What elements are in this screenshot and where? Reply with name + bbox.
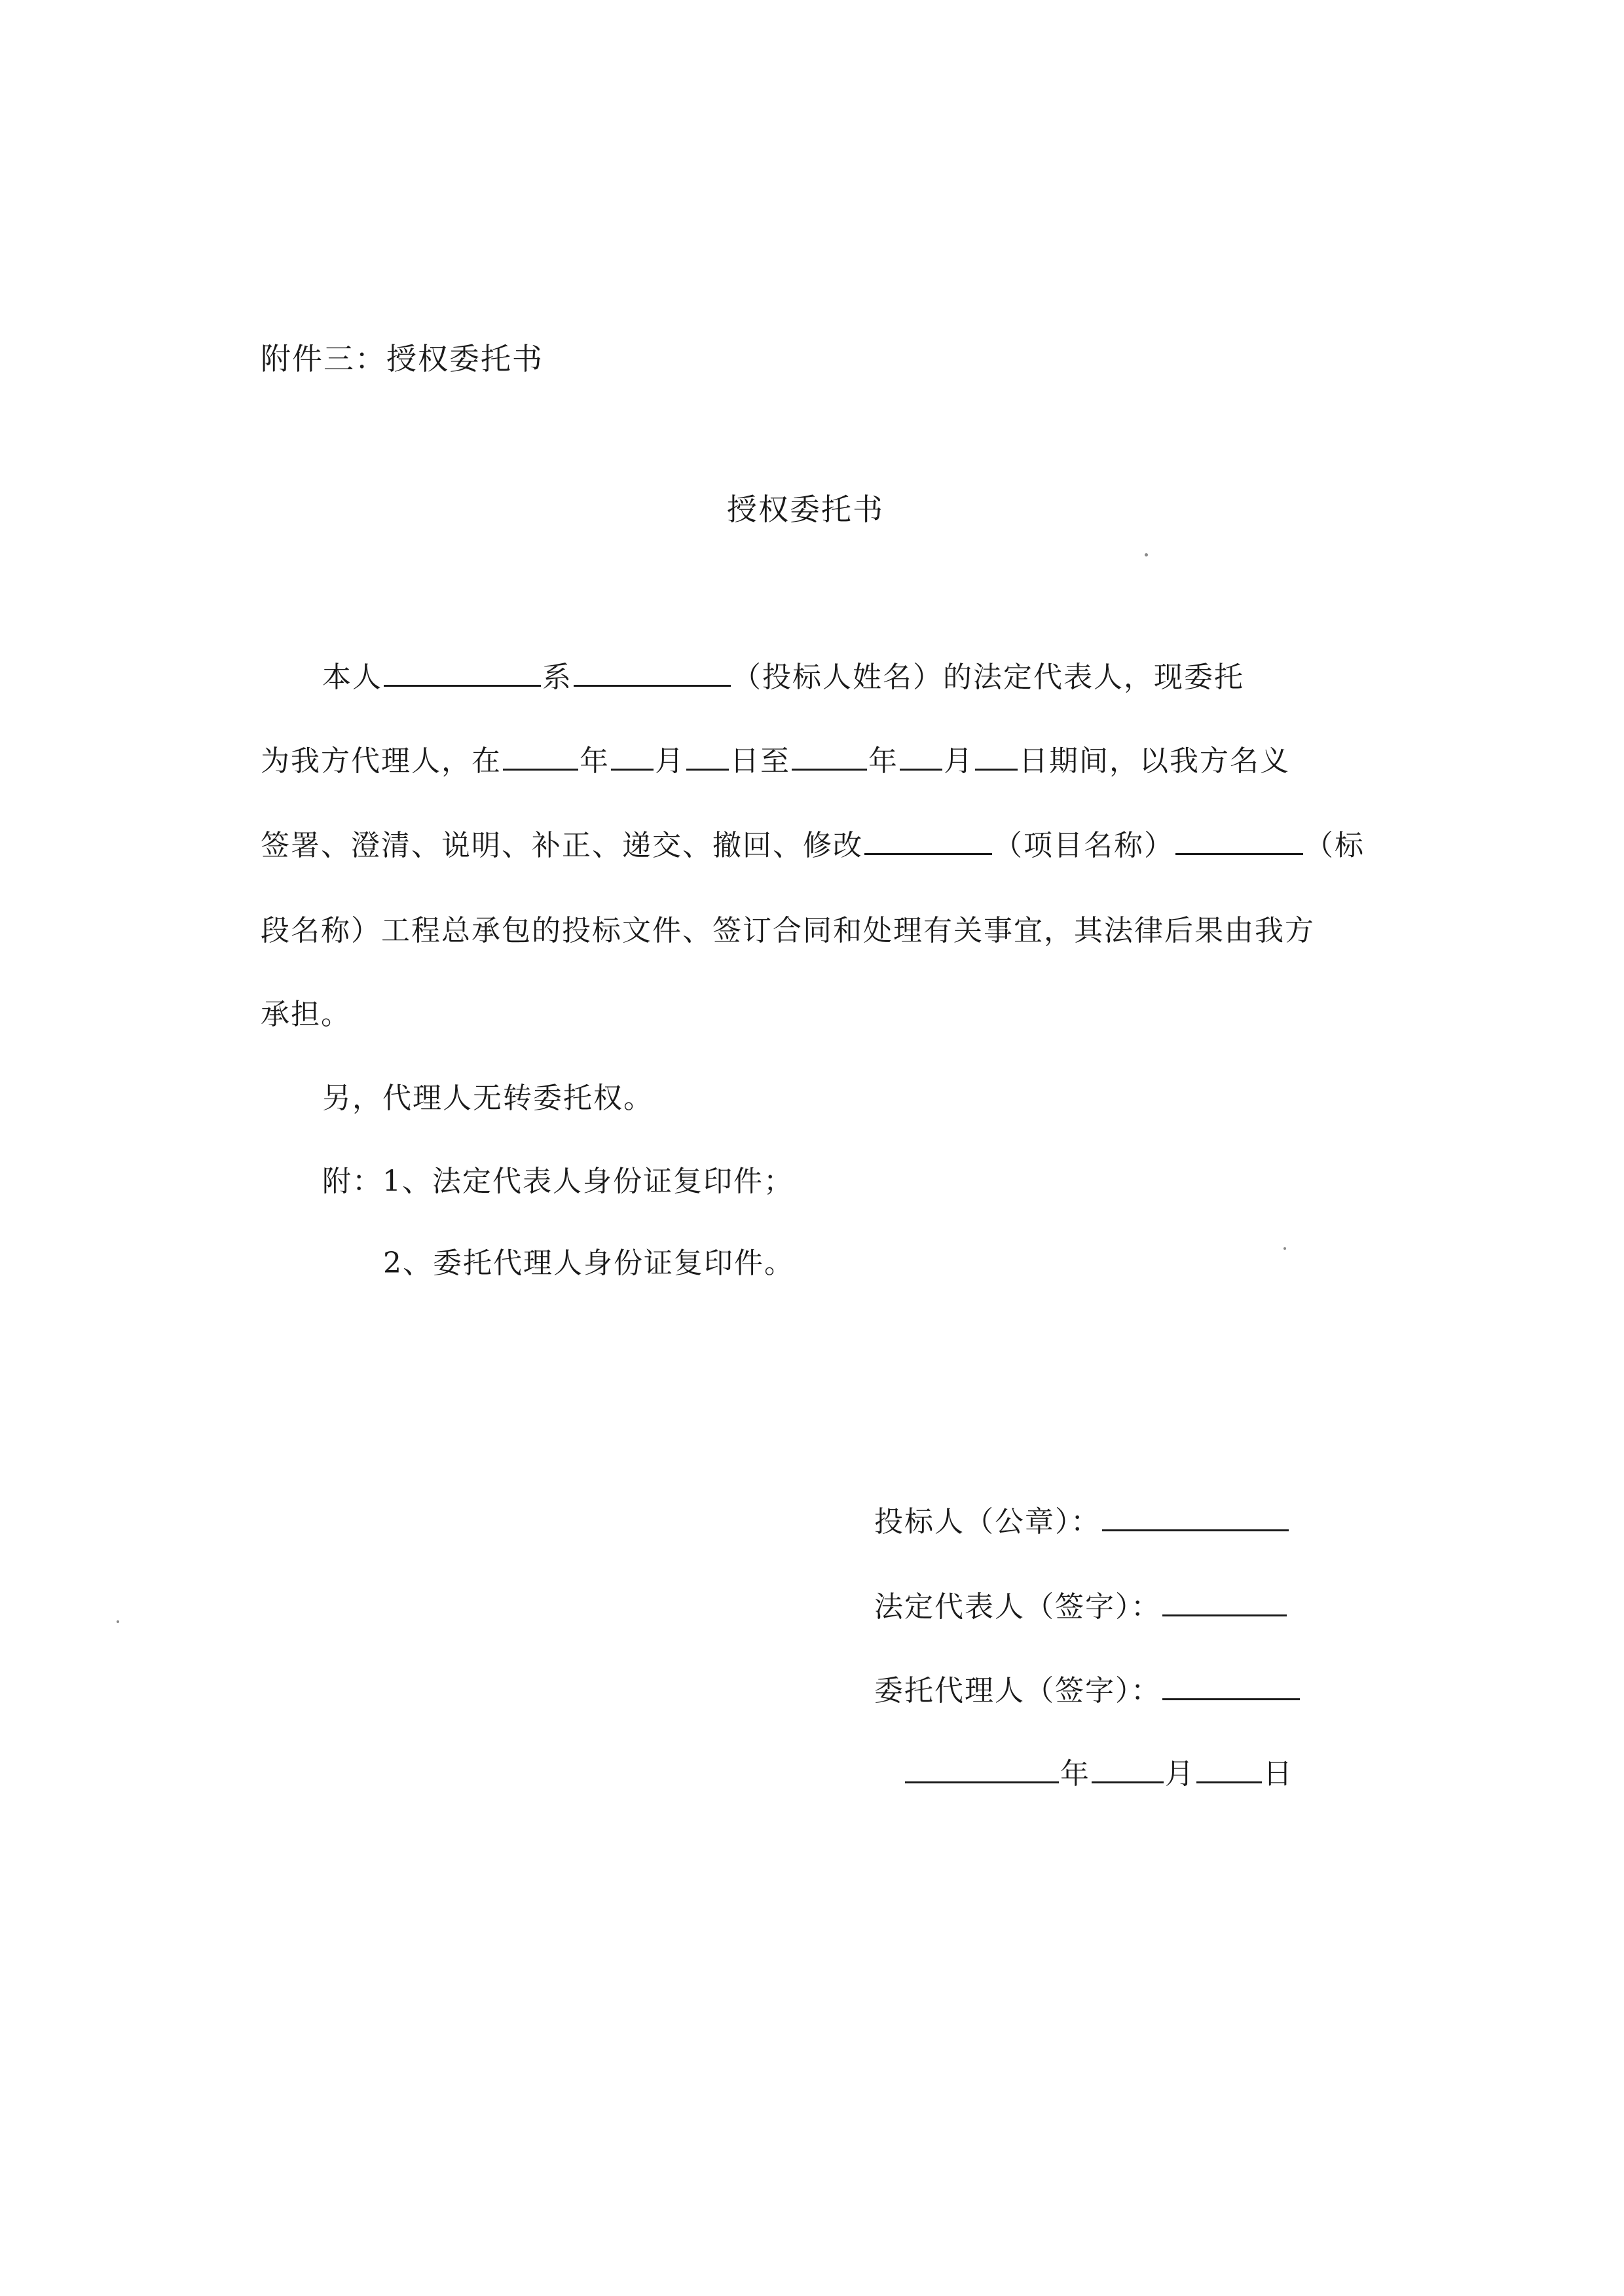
signature-agent-row	[874, 1671, 1301, 1711]
blank-start-day[interactable]	[686, 742, 729, 771]
bidder-seal-blank[interactable]	[1102, 1503, 1289, 1531]
attachment-heading: 附件三：授权委托书	[261, 341, 544, 376]
agent-label: 委托代理人（签字）：	[874, 1674, 1161, 1707]
text-year-1: 年	[580, 744, 610, 778]
blank-principal-name[interactable]	[384, 659, 541, 687]
signature-legal-rep-row	[874, 1588, 1288, 1627]
date-day-blank[interactable]	[1196, 1755, 1262, 1783]
text-xi: 系	[542, 661, 572, 694]
date-month-blank[interactable]	[1092, 1755, 1164, 1783]
date-month-label: 月	[1165, 1757, 1195, 1791]
body-line-2	[261, 742, 1290, 781]
no-subdelegation-note: 另，代理人无转委托权。	[322, 1082, 654, 1115]
text-actions: 签署、澄清、说明、补正、递交、撤回、修改	[261, 829, 863, 862]
text-month-2: 月	[944, 744, 974, 778]
text-section-prefix: （标	[1304, 829, 1365, 862]
scan-speck	[1145, 553, 1148, 556]
text-day-to: 日至	[730, 744, 790, 778]
attachment-item-2: 2、委托代理人身份证复印件。	[383, 1247, 794, 1280]
blank-start-month[interactable]	[611, 742, 654, 771]
attachment-1-text: 1、法定代表人身份证复印件；	[382, 1165, 794, 1198]
date-year-blank[interactable]	[905, 1755, 1059, 1783]
scan-speck	[1283, 1247, 1286, 1250]
date-year-label: 年	[1060, 1757, 1090, 1791]
text-ben-ren: 本人	[322, 661, 382, 694]
document-title: 授权委托书	[727, 492, 884, 527]
text-bidder-suffix: （投标人姓名）的法定代表人，现委托	[732, 661, 1244, 694]
blank-project-name[interactable]	[864, 827, 992, 855]
attachment-item-1	[322, 1162, 794, 1201]
text-project-name: （项目名称）	[993, 829, 1174, 862]
body-line-1	[322, 658, 1244, 697]
blank-end-year[interactable]	[792, 742, 867, 771]
date-day-label: 日	[1263, 1757, 1293, 1791]
body-line-4: 段名称）工程总承包的投标文件、签订合同和处理有关事宜，其法律后果由我方	[261, 914, 1315, 947]
blank-bidder-name[interactable]	[574, 659, 731, 687]
bidder-seal-label: 投标人（公章）：	[874, 1505, 1101, 1539]
text-month-1: 月	[655, 744, 685, 778]
body-line-3	[261, 826, 1365, 866]
legal-rep-label: 法定代表人（签字）：	[874, 1590, 1161, 1624]
text-year-2: 年	[868, 744, 898, 778]
agent-blank[interactable]	[1162, 1672, 1300, 1700]
legal-rep-blank[interactable]	[1162, 1588, 1287, 1616]
signature-date-row	[904, 1755, 1293, 1794]
scan-speck	[117, 1620, 119, 1623]
blank-end-month[interactable]	[900, 742, 942, 771]
text-agent-intro: 为我方代理人，在	[261, 744, 502, 778]
blank-section-name[interactable]	[1175, 827, 1303, 855]
blank-start-year[interactable]	[503, 742, 578, 771]
body-line-5: 承担。	[261, 998, 351, 1031]
attachments-prefix: 附：	[322, 1165, 382, 1198]
signature-bidder-row	[874, 1503, 1290, 1542]
text-period-tail: 日期间，以我方名义	[1019, 744, 1290, 778]
blank-end-day[interactable]	[975, 742, 1018, 771]
